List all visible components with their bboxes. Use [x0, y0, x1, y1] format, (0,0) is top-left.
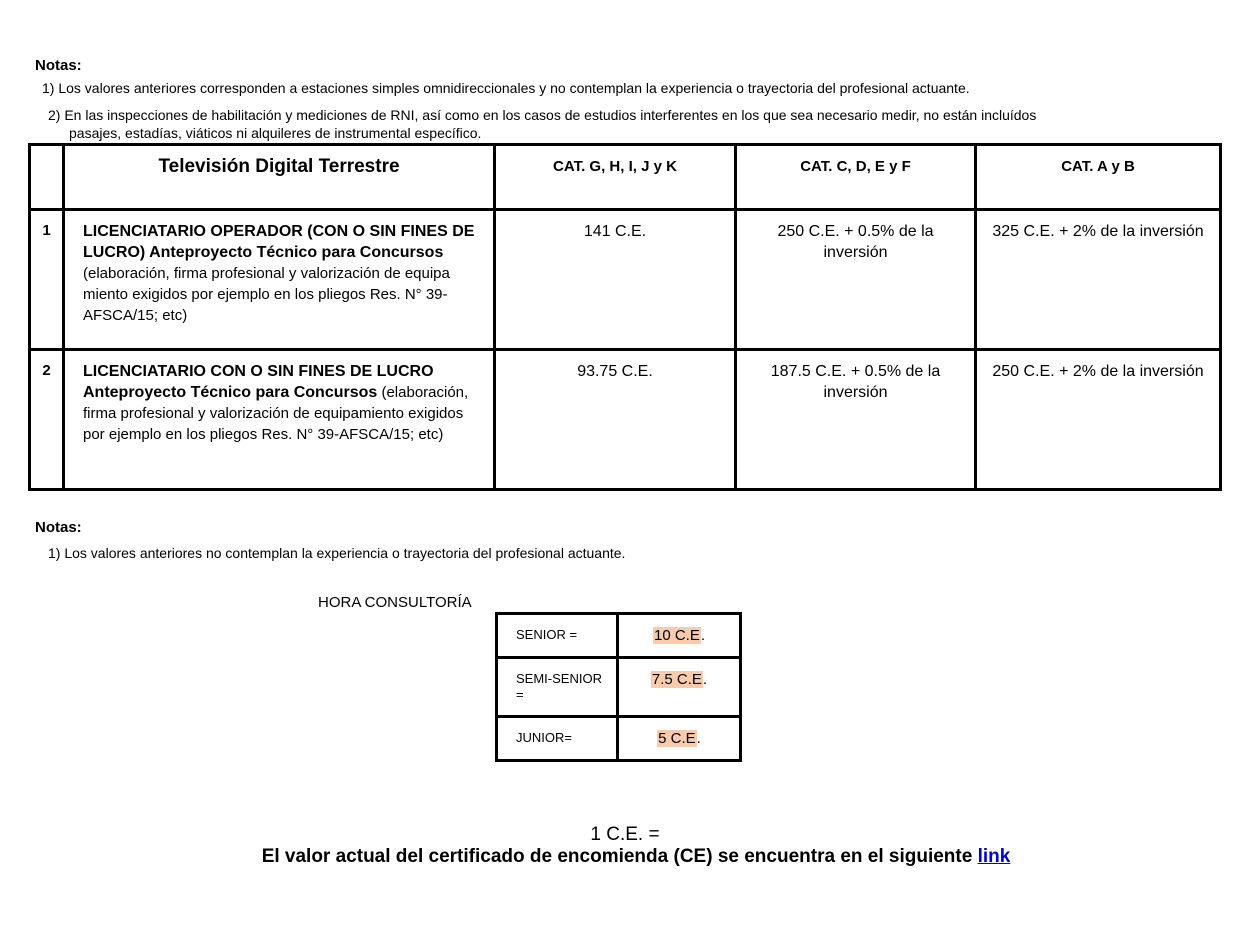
row-description	[64, 210, 495, 350]
row-number: 2	[30, 350, 64, 490]
row-value-cat-gk: 141 C.E.	[495, 210, 736, 350]
consulting-rate	[618, 717, 741, 761]
row-value-cat-ab: 325 C.E. + 2% de la inversión	[976, 210, 1221, 350]
row-description-detail: (elaboración, firma profesional y valorización de equipa miento exigidos por ejemplo en los pliegos Res. N° 39- AFSCA/15; etc)	[83, 265, 450, 324]
note-item: 1) Los valores anteriores corresponden a estaciones simples omnidireccionales y no contemplan la experiencia o trayectoria del profesional actuante.	[42, 80, 970, 96]
ce-value-link[interactable]: link	[977, 846, 1011, 867]
row-value-cat-cf: 187.5 C.E. + 0.5% de la inversión	[736, 350, 976, 490]
row-description-bold: LICENCIATARIO OPERADOR (CON O SIN FINES DE LUCRO) Anteproyecto Técnico para Concursos	[83, 223, 475, 261]
note-item: pasajes, estadías, viáticos ni alquileres de instrumental específico.	[69, 125, 482, 141]
consulting-rate-value: 5 C.E	[658, 730, 696, 747]
consulting-level: SENIOR =	[497, 614, 618, 658]
consulting-rate-value: 7.5 C.E	[651, 671, 702, 688]
note-item: 2) En las inspecciones de habilitación y mediciones de RNI, así como en los casos de estudios interferentes en los que sea necesario medir, no están incluídos	[48, 107, 1037, 123]
consulting-hours-table	[495, 612, 742, 762]
table-row	[30, 210, 1221, 350]
footer-text-body: El valor actual del certificado de encomienda (CE) se encuentra en el siguiente	[261, 846, 978, 867]
row-value-cat-cf: 250 C.E. + 0.5% de la inversión	[736, 210, 976, 350]
table-header-cat-cf: CAT. C, D, E y F	[736, 145, 976, 210]
consulting-hours-label: HORA CONSULTORÍA	[318, 594, 472, 611]
consulting-row	[497, 717, 741, 761]
table-header-row	[30, 145, 1221, 210]
fee-table	[28, 143, 1222, 491]
note-item: 1) Los valores anteriores no contemplan la experiencia o trayectoria del profesional actuante.	[48, 545, 626, 561]
row-description	[64, 350, 495, 490]
table-header-service: Televisión Digital Terrestre	[64, 145, 495, 210]
notes-title: Notas:	[35, 57, 82, 74]
ce-value-line: 1 C.E. =	[590, 824, 660, 845]
consulting-rate-value: 10 C.E	[653, 627, 700, 644]
row-value-cat-gk: 93.75 C.E.	[495, 350, 736, 490]
consulting-rate-suffix: .	[700, 627, 706, 644]
consulting-row	[497, 658, 741, 717]
table-header-num	[30, 145, 64, 210]
table-row	[30, 350, 1221, 490]
row-number: 1	[30, 210, 64, 350]
table-header-cat-ab: CAT. A y B	[976, 145, 1221, 210]
consulting-rate-suffix: .	[696, 730, 701, 747]
row-description-bold: LICENCIATARIO CON O SIN FINES DE LUCRO Anteproyecto Técnico para Concursos	[83, 363, 434, 401]
consulting-level: SEMI-SENIOR =	[497, 658, 618, 717]
table-header-cat-gk: CAT. G, H, I, J y K	[495, 145, 736, 210]
consulting-level: JUNIOR=	[497, 717, 618, 761]
consulting-rate	[618, 658, 741, 717]
row-description-detail: (elaboración, firma profesional y valorización de equipamiento exigidos por ejemplo en los pliegos Res. N° 39-AFSCA/15; etc)	[83, 384, 469, 443]
notes-title: Notas:	[35, 519, 82, 536]
row-value-cat-ab: 250 C.E. + 2% de la inversión	[976, 350, 1221, 490]
consulting-row	[497, 614, 741, 658]
consulting-rate	[618, 614, 741, 658]
footer-text	[0, 846, 1240, 868]
consulting-rate-suffix: .	[702, 671, 708, 688]
